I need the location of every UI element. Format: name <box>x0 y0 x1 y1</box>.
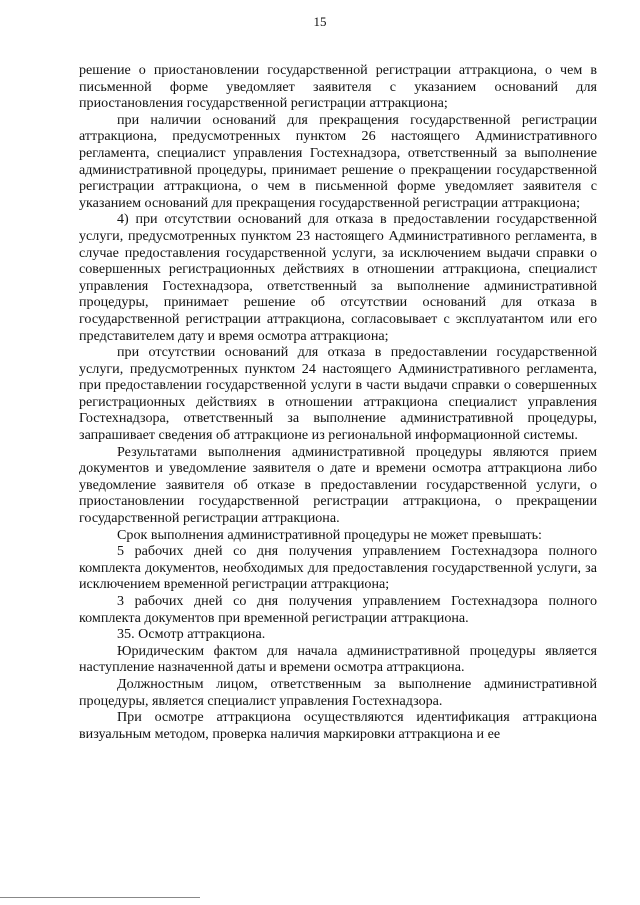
paragraph: решение о приостановлении государственной регистрации аттракциона, о чем в письменной форме уведомляет заявителя с указанием оснований для приостановления государственной регистрации аттракциона; <box>79 62 597 112</box>
paragraph: При осмотре аттракциона осуществляются идентификация аттракциона визуальным методом, проверка наличия маркировки аттракциона и ее <box>79 709 597 742</box>
paragraph: Должностным лицом, ответственным за выполнение административной процедуры, является специалист управления Гостехнадзора. <box>79 675 597 709</box>
paragraph: Срок выполнения административной процедуры не может превышать: <box>117 526 542 543</box>
paragraph: Результатами выполнения административной процедуры являются прием документов и уведомление заявителя о дате и времени осмотра аттракциона либо уведомление заявителя об отказе в предоставлении государственной услуги, о приостановлении государственной регистрации аттракциона, о прекращении государственной регистрации аттракциона. <box>79 443 597 527</box>
paragraph: 3 рабочих дней со дня получения управлением Гостехнадзора полного комплекта документов при временной регистрации аттракциона. <box>79 593 597 626</box>
paragraph: 5 рабочих дней со дня получения управлением Гостехнадзора полного комплекта документов, необходимых для предоставления государственной услуги, за исключением временной регистрации аттракциона; <box>79 543 597 593</box>
paragraph: 4) при отсутствии оснований для отказа в предоставлении государственной услуги, предусмотренных пунктом 23 настоящего Административного регламента, в случае предоставления государственной услуги, за исключением выдачи справки о совершенных регистрационных действиях в отношении аттракциона, специалист управления Гостехнадзора, ответственный за выполнение административной процедуры, принимает решение об отсутствии оснований для отказа в государственной регистрации аттракциона, согласовывает с эксплуатантом или его представителем дату и время осмотра аттракциона; <box>79 211 597 344</box>
paragraph: при наличии оснований для прекращения государственной регистрации аттракциона, предусмотренных пунктом 26 настоящего Административного регламента, специалист управления Гостехнадзора, ответственный за выполнение административной процедуры, принимает решение о прекращении государственной регистрации аттракциона, о чем в письменной форме уведомляет заявителя с указанием оснований для прекращения государственной регистрации аттракциона; <box>79 111 597 211</box>
paragraph: Юридическим фактом для начала административной процедуры является наступление назначенной даты и времени осмотра аттракциона. <box>79 642 597 676</box>
document-body <box>79 62 597 742</box>
page-number: 15 <box>313 14 327 29</box>
footer-divider <box>0 897 200 898</box>
paragraph: при отсутствии оснований для отказа в предоставлении государственной услуги, предусмотренных пунктом 24 настоящего Административного регламента, при предоставлении государственной услуги в части выдачи справки о совершенных регистрационных действиях в отношении аттракциона специалист управления Гостехнадзора, ответственный за выполнение административной процедуры, запрашивает сведения об аттракционе из региональной информационной системы. <box>79 344 597 444</box>
section-heading: 35. Осмотр аттракциона. <box>117 626 266 643</box>
